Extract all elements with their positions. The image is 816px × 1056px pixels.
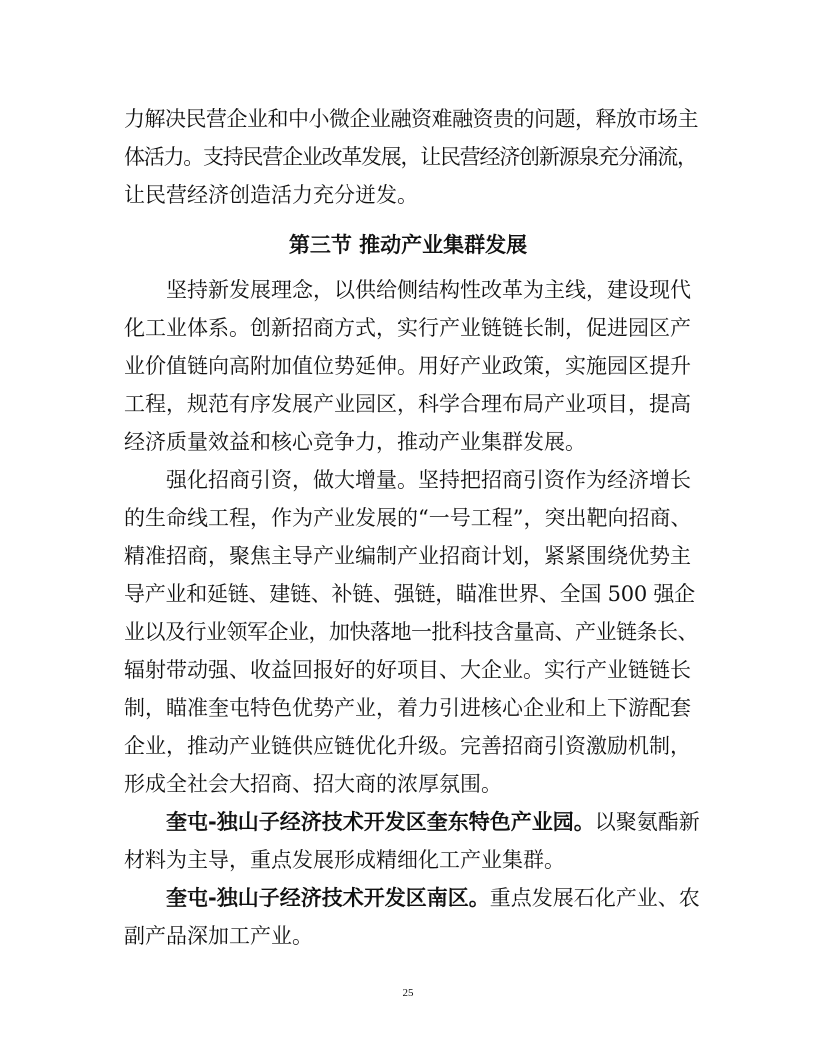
paragraph-2-line-4: 工程，规范有序发展产业园区，科学合理布局产业项目，提高 — [124, 392, 691, 416]
paragraph-1-line-2: 体活力。支持民营企业改革发展，让民营经济创新源泉充分涌流， — [124, 145, 697, 169]
paragraph-5-line-1-rest: 重点发展石化产业、农 — [489, 886, 700, 910]
paragraph-4-line-2: 材料为主导，重点发展形成精细化工产业集群。 — [124, 848, 565, 872]
paragraph-1-line-3: 让民营经济创造活力充分迸发。 — [124, 183, 418, 207]
paragraph-3-line-8: 企业，推动产业链供应链优化升级。完善招商引资激励机制， — [124, 734, 691, 758]
paragraph-3-line-5: 业以及行业领军企业，加快落地一批科技含量高、产业链条长、 — [124, 620, 698, 644]
paragraph-2-line-3: 业价值链向高附加值位势延伸。用好产业政策，实施园区提升 — [124, 354, 691, 378]
paragraph-5-lead: 奎屯-独山子经济技术开发区南区。 — [166, 886, 490, 910]
paragraph-3-line-2: 的生命线工程，作为产业发展的“一号工程”，突出靶向招商、 — [124, 506, 692, 530]
paragraph-3-line-3: 精准招商，聚焦主导产业编制产业招商计划，紧紧围绕优势主 — [124, 544, 691, 568]
paragraph-4-line-1 — [166, 807, 700, 837]
section-heading: 第三节 推动产业集群发展 — [288, 233, 528, 257]
paragraph-3-line-1: 强化招商引资，做大增量。坚持把招商引资作为经济增长 — [166, 468, 691, 492]
paragraph-5-line-1 — [166, 883, 700, 913]
paragraph-3-line-9: 形成全社会大招商、招大商的浓厚氛围。 — [124, 772, 502, 796]
page-number: 25 — [402, 987, 414, 999]
paragraph-5-line-2: 副产品深加工产业。 — [124, 924, 313, 948]
paragraph-2-line-5: 经济质量效益和核心竞争力，推动产业集群发展。 — [124, 430, 586, 454]
paragraph-2-line-1: 坚持新发展理念，以供给侧结构性改革为主线，建设现代 — [166, 278, 691, 302]
paragraph-2-line-2: 化工业体系。创新招商方式，实行产业链链长制，促进园区产 — [124, 316, 691, 340]
paragraph-3-line-7: 制，瞄准奎屯特色优势产业，着力引进核心企业和上下游配套 — [124, 696, 691, 720]
paragraph-4-lead: 奎屯-独山子经济技术开发区奎东特色产业园。 — [166, 810, 595, 834]
paragraph-3-line-4: 导产业和延链、建链、补链、强链，瞄准世界、全国 500 强企 — [124, 582, 695, 606]
paragraph-4-line-1-rest: 以聚氨酯新 — [594, 810, 700, 834]
paragraph-3-line-6: 辐射带动强、收益回报好的好项目、大企业。实行产业链链长 — [124, 658, 691, 682]
paragraph-1-line-1: 力解决民营企业和中小微企业融资难融资贵的问题，释放市场主 — [124, 107, 698, 131]
